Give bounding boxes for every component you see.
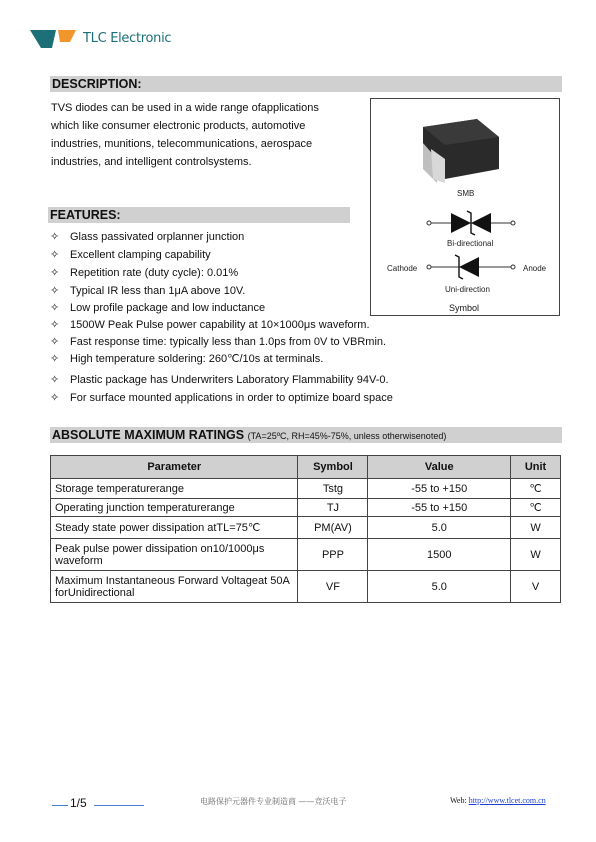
package-and-symbols-image [371,99,559,315]
unit-cell: W [511,539,561,571]
value-cell: -55 to +150 [368,499,511,517]
list-item: ✧ High temperature soldering: 260℃/10s at terminals. [50,353,324,365]
param-cell: Operating junction temperaturerange [51,499,298,517]
bullet-icon: ✧ [50,249,60,261]
table-row [51,571,561,603]
bullet-icon: ✧ [50,319,60,331]
param-cell: Maximum Instantaneous Forward Voltageat 50A forUnidirectional [51,571,298,603]
ratings-heading: ABSOLUTE MAXIMUM RATINGS (TA=25ºC, RH=45%-75%, unless otherwisenoted) [50,427,562,443]
website-link[interactable]: http://www.tlcet.com.cn [468,796,546,805]
symbol-caption: Symbol [449,303,480,313]
unidirection-label: Uni-direction [445,285,490,294]
unit-cell: W [511,517,561,539]
bullet-icon: ✧ [50,336,60,348]
column-header: Unit [511,456,561,479]
unit-cell: ℃ [511,499,561,517]
table-row [51,539,561,571]
footer-web [450,796,546,805]
anode-label: Anode [523,264,547,273]
symbol-cell: PM(AV) [298,517,368,539]
company-name: TLC Electronic [83,31,172,46]
symbol-cell: TJ [298,499,368,517]
bullet-icon: ✧ [50,285,60,297]
column-header: Parameter [51,456,298,479]
symbol-cell: VF [298,571,368,603]
bullet-icon: ✧ [50,392,60,404]
unit-cell: V [511,571,561,603]
symbol-cell: Tstg [298,479,368,499]
symbol-figure [370,98,560,316]
param-cell: Storage temperaturerange [51,479,298,499]
page-indicator [52,796,144,810]
list-item: ✧ Excellent clamping capability [50,249,211,261]
value-cell: 5.0 [368,571,511,603]
column-header: Symbol [298,456,368,479]
list-item: ✧ Glass passivated orplanner junction [50,231,245,243]
bidirectional-label: Bi-directional [447,239,494,248]
param-cell: Peak pulse power dissipation on10/1000μs waveform [51,539,298,571]
list-item: ✧ Low profile package and low inductance [50,302,266,314]
bullet-icon: ✧ [50,267,60,279]
description-heading: DESCRIPTION: [50,76,562,92]
description-line: industries, and intelligent controlsystems. [51,156,252,168]
cathode-label: Cathode [387,264,418,273]
list-item: ✧ Fast response time: typically less than 1.0ps from 0V to VBRmin. [50,336,387,348]
table-header-row [51,456,561,479]
list-item: ✧ Plastic package has Underwriters Laboratory Flammability 94V-0. [50,374,389,386]
bullet-icon: ✧ [50,374,60,386]
bullet-icon: ✧ [50,302,60,314]
bullet-icon: ✧ [50,353,60,365]
value-cell: 5.0 [368,517,511,539]
symbol-cell: PPP [298,539,368,571]
value-cell: 1500 [368,539,511,571]
column-header: Value [368,456,511,479]
list-item: ✧ Typical IR less than 1μA above 10V. [50,285,246,297]
description-text [51,99,361,171]
value-cell: -55 to +150 [368,479,511,499]
web-label: Web: [450,796,467,805]
param-cell: Steady state power dissipation atTL=75℃ [51,517,298,539]
table-row [51,499,561,517]
table-row [51,517,561,539]
list-item: ✧ 1500W Peak Pulse power capability at 10×1000μs waveform. [50,319,370,331]
features-heading: FEATURES: [48,207,350,223]
unit-cell: ℃ [511,479,561,499]
list-item: ✧ Repetition rate (duty cycle): 0.01% [50,267,239,279]
footer-tagline: 电路保护元器件专业制造商 ——竞沃电子 [200,797,347,806]
package-label: SMB [457,189,475,198]
description-line: TVS diodes can be used in a wide range ofapplications [51,102,319,114]
bullet-icon: ✧ [50,231,60,243]
ratings-subheading: (TA=25ºC, RH=45%-75%, unless otherwisenoted) [247,431,447,441]
ratings-table [50,455,561,603]
list-item: ✧ For surface mounted applications in order to optimize board space [50,392,393,404]
description-line: industries, munitions, telecommunications, aerospace [51,138,313,150]
description-line: which like consumer electronic products, automotive [51,120,306,132]
page-number: 1/5 [70,796,87,810]
table-row [51,479,561,499]
